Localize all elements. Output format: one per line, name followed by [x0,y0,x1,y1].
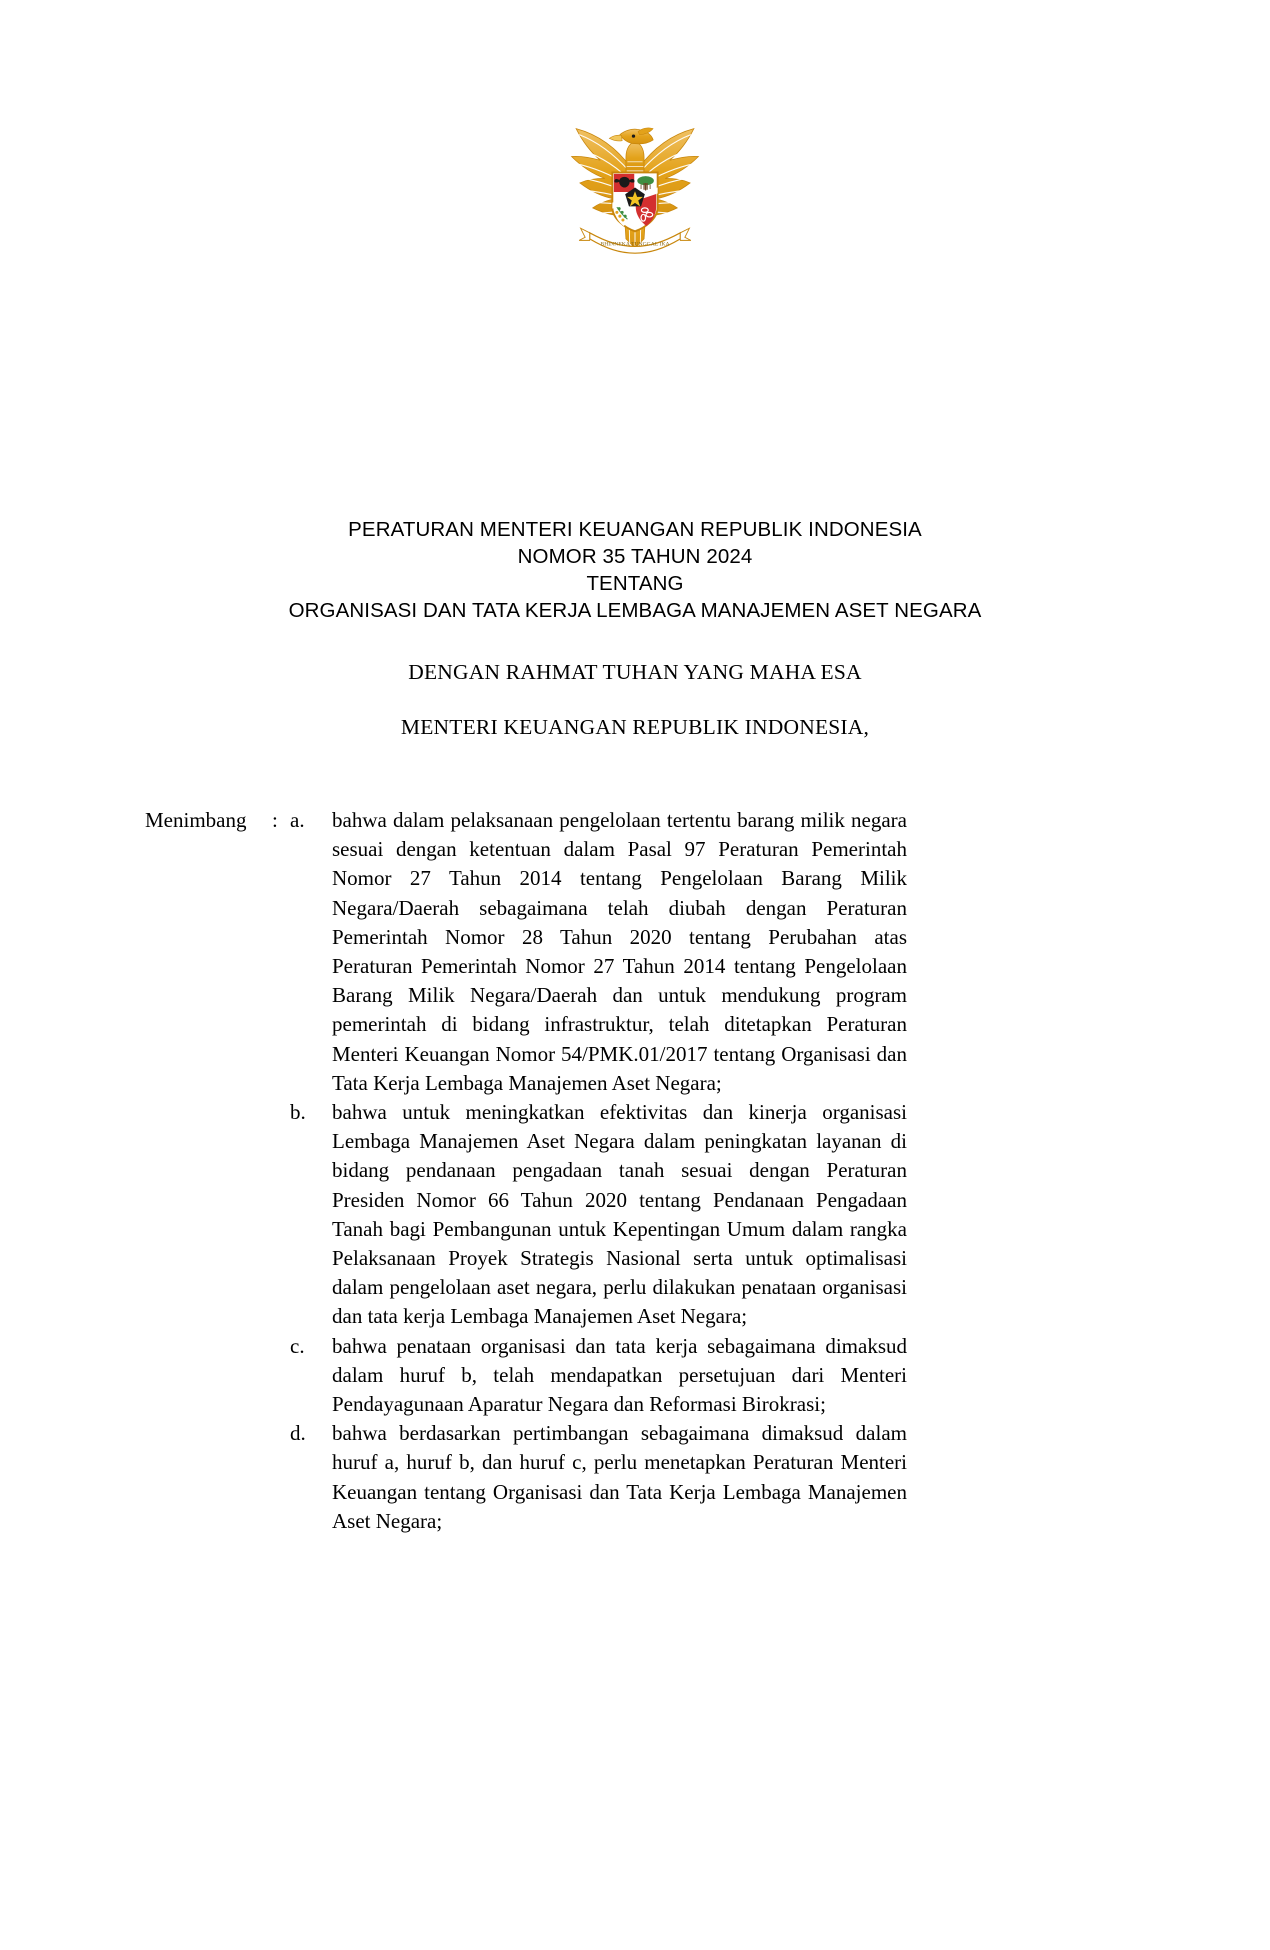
subtitle-spacer [0,686,1270,713]
item-marker-b: b. [290,1100,306,1125]
subtitle-block [0,658,1270,741]
consideration-item-c [145,1332,907,1420]
item-text-a: bahwa dalam pelaksanaan pengelolaan tertentu barang milik negara sesuai dengan ketentuan dalam Pasal 97 Peraturan Pemerintah Nomor 27 Tahun 2014 tentang Pengelolaan Barang Milik Negara/Daerah sebagaimana telah diubah dengan Peraturan Pemerintah Nomor 28 Tahun 2020 tentang Perubahan atas Peraturan Pemerintah Nomor 27 Tahun 2014 tentang Pengelolaan Barang Milik Negara/Daerah dan untuk mendukung program pemerintah di bidang infrastruktur, telah ditetapkan Peraturan Menteri Keuangan Nomor 54/PMK.01/2017 tentang Organisasi dan Tata Kerja Lembaga Manajemen Aset Negara; [332,808,907,1095]
title-block [0,516,1270,624]
menimbang-colon: : [272,808,278,832]
considerations-section [145,806,907,1536]
invocation-line: DENGAN RAHMAT TUHAN YANG MAHA ESA [408,660,862,684]
menimbang-label: Menimbang [145,808,247,832]
pancasila-shield [612,172,657,231]
regulation-title-line-1: PERATURAN MENTERI KEUANGAN REPUBLIK INDONESIA [348,518,922,541]
issuer-line: MENTERI KEUANGAN REPUBLIK INDONESIA, [400,715,870,739]
motto-text: BHINNEKA TUNGGAL IKA [600,241,670,248]
consideration-item-b [145,1098,907,1332]
eagle-head [609,128,653,144]
item-text-d: bahwa berdasarkan pertimbangan sebagaimana dimaksud dalam huruf a, huruf b, dan huruf c, perlu menetapkan Peraturan Menteri Keuangan tentang Organisasi dan Tata Kerja Lembaga Manajemen Aset Negara; [332,1421,907,1533]
item-text-b: bahwa untuk meningkatkan efektivitas dan kinerja organisasi Lembaga Manajemen Aset Negara dalam peningkatan layanan di bidang pendanaan pengadaan tanah sesuai dengan Peraturan Presiden Nomor 66 Tahun 2020 tentang Pendanaan Pengadaan Tanah bagi Pembangunan untuk Kepentingan Umum dalam rangka Pelaksanaan Proyek Strategis Nasional serta untuk optimalisasi dalam pengelolaan aset negara, perlu dilakukan penataan organisasi dan tata kerja Lembaga Manajemen Aset Negara; [332,1100,907,1329]
regulation-tentang-label: TENTANG [586,572,684,595]
consideration-item-d [145,1419,907,1536]
item-marker-d: d. [290,1421,306,1446]
item-text-c: bahwa penataan organisasi dan tata kerja sebagaimana dimaksud dalam huruf b, telah mendapatkan persetujuan dari Menteri Pendayagunaan Aparatur Negara dan Reformasi Birokrasi; [332,1333,907,1417]
emblem-container [0,118,1270,260]
item-marker-a: a. [290,808,305,832]
item-marker-c: c. [290,1333,305,1358]
regulation-number: NOMOR 35 TAHUN 2024 [517,545,753,568]
garuda-pancasila-emblem [559,118,711,260]
regulation-subject: ORGANISASI DAN TATA KERJA LEMBAGA MANAJEMEN ASET NEGARA [288,599,982,622]
neck [626,142,644,174]
consideration-item-a [145,806,907,1098]
